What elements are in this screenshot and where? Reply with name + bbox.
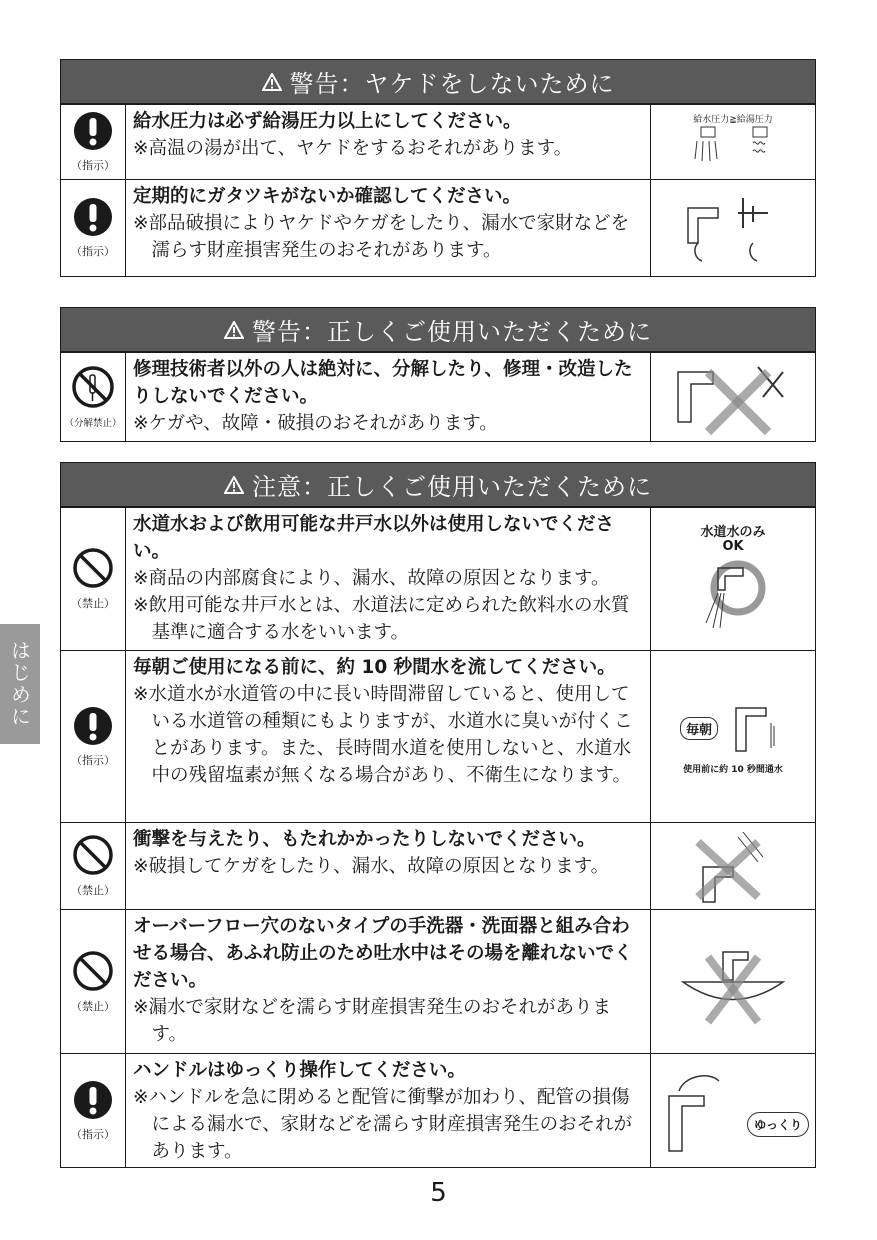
icon-cell	[61, 105, 126, 179]
list-item	[61, 909, 815, 1053]
text-cell	[126, 651, 651, 822]
warning-triangle-icon	[224, 476, 244, 494]
icon-caption: （指示）	[71, 159, 115, 172]
exclamation-icon	[73, 1080, 113, 1124]
section-header	[61, 60, 815, 104]
illustration-cell	[651, 910, 815, 1053]
prohibited-icon	[72, 950, 114, 996]
instruction-note: ※部品破損によりヤケドやケガをしたり、漏水で家財などを濡らす財産損害発生のおそれがあります。	[133, 213, 630, 261]
exclamation-icon	[73, 197, 113, 241]
instruction-heading: ハンドルはゆっくり操作してください。	[133, 1060, 466, 1081]
section-title: 注意：正しくご使用いただくために	[252, 473, 652, 501]
warning-triangle-icon	[262, 73, 282, 91]
icon-cell	[61, 651, 126, 822]
text-cell	[126, 105, 651, 179]
text-cell	[126, 180, 651, 276]
instruction-note: ※高温の湯が出て、ヤケドをするおそれがあります。	[133, 138, 573, 159]
instruction-note: ※水道水が水道管の中に長い時間滞留していると、使用している水道管の種類にもよりますが、水道水に臭いが付くことがあります。また、長時間水道を使用しないと、水道水中の残留塩素が無くなる場合があり、不衛生になります。	[133, 684, 633, 786]
illustration-cell	[651, 180, 815, 276]
icon-cell	[61, 823, 126, 909]
faucet-flow-illustration	[726, 698, 786, 758]
list-item	[61, 822, 815, 909]
section-title: 警告：正しくご使用いただくために	[252, 318, 652, 346]
slowly-bubble: ゆっくり	[747, 1112, 809, 1137]
instruction-heading: 給水圧力は必ず給湯圧力以上にしてください。	[133, 111, 522, 132]
text-cell	[126, 910, 651, 1053]
slow-handle-illustration	[659, 1066, 739, 1156]
faucet-pressure-illustration	[673, 125, 793, 169]
illustration-cell	[651, 1054, 815, 1167]
icon-cell	[61, 180, 126, 276]
icon-cell	[61, 910, 126, 1053]
instruction-heading: 水道水および飲用可能な井戸水以外は使用しないでください。	[133, 514, 615, 562]
icon-caption: （分解禁止）	[64, 418, 122, 429]
icon-caption: （指示）	[71, 245, 115, 258]
prohibited-icon	[72, 834, 114, 880]
illustration-cell	[651, 105, 815, 179]
icon-cell	[61, 508, 126, 650]
list-item	[61, 1053, 815, 1167]
text-cell	[126, 823, 651, 909]
illustration-cell	[651, 651, 815, 822]
instruction-heading: 定期的にガタツキがないか確認してください。	[133, 186, 521, 207]
basin-no-overflow-illustration	[673, 932, 793, 1032]
instruction-note: ※ハンドルを急に閉めると配管に衝撃が加わり、配管の損傷による漏水で、家財などを濡らす財産損害発生のおそれがあります。	[133, 1087, 633, 1162]
exclamation-icon	[73, 111, 113, 155]
every-morning-badge: 毎朝	[680, 717, 718, 740]
no-disassembly-icon	[71, 365, 115, 413]
tap-water-ok-illustration	[688, 553, 778, 633]
list-item	[61, 352, 815, 441]
instruction-note: ※飲用可能な井戸水とは、水道法に定められた飲料水の水質基準に適合する水をいいます。	[133, 595, 630, 643]
text-cell	[126, 1054, 651, 1167]
check-faucet-illustration	[678, 188, 788, 268]
illustration-cell	[651, 353, 815, 441]
instruction-heading: 毎朝ご使用になる前に、約 10 秒間水を流してください。	[133, 657, 616, 678]
instruction-note: ※商品の内部腐食により、漏水、故障の原因となります。	[133, 568, 610, 589]
icon-caption: （指示）	[71, 753, 115, 767]
illustration-label: 給水圧力≧給湯圧力	[693, 114, 773, 125]
exclamation-icon	[73, 706, 113, 750]
instruction-note: ※ケガや、故障・破損のおそれがあります。	[133, 413, 498, 434]
instruction-heading: 衝撃を与えたり、もたれかかったりしないでください。	[133, 829, 596, 850]
section-title: 警告：ヤケドをしないために	[289, 70, 615, 98]
section-header	[61, 463, 815, 507]
instruction-heading: 修理技術者以外の人は絶対に、分解したり、修理・改造したりしないでください。	[133, 359, 633, 407]
prohibited-icon	[72, 547, 114, 593]
no-impact-illustration	[688, 827, 778, 905]
illustration-cell	[651, 823, 815, 909]
caution-proper-use-section	[60, 462, 816, 1168]
instruction-heading: オーバーフロー穴のないタイプの手洗器・洗面器と組み合わせる場合、あふれ防止のため吐水中はその場を離れないでください。	[133, 916, 633, 991]
icon-cell	[61, 353, 126, 441]
icon-caption: （指示）	[71, 1127, 115, 1141]
icon-cell	[61, 1054, 126, 1167]
section-header	[61, 308, 815, 352]
instruction-note: ※破損してケガをしたり、漏水、故障の原因となります。	[133, 856, 610, 877]
list-item	[61, 507, 815, 650]
page-number: 5	[430, 1178, 447, 1208]
illustration-caption: 使用前に約 10 秒間通水	[683, 765, 783, 775]
no-repair-illustration	[663, 357, 803, 437]
list-item	[61, 104, 815, 179]
icon-caption: （禁止）	[71, 884, 115, 897]
warning-proper-use-section	[60, 307, 816, 442]
illustration-cell	[651, 508, 815, 650]
illustration-label: 水道水のみ	[700, 525, 766, 540]
chapter-tab: はじめに	[0, 624, 40, 744]
text-cell	[126, 508, 651, 650]
warning-triangle-icon	[224, 321, 244, 339]
instruction-note: ※漏水で家財などを濡らす財産損害発生のおそれがあります。	[133, 997, 612, 1045]
illustration-label-ok: OK	[722, 539, 744, 554]
warning-burn-section	[60, 59, 816, 277]
icon-caption: （禁止）	[71, 597, 115, 610]
text-cell	[126, 353, 651, 441]
list-item	[61, 179, 815, 276]
list-item	[61, 650, 815, 822]
icon-caption: （禁止）	[71, 999, 115, 1013]
